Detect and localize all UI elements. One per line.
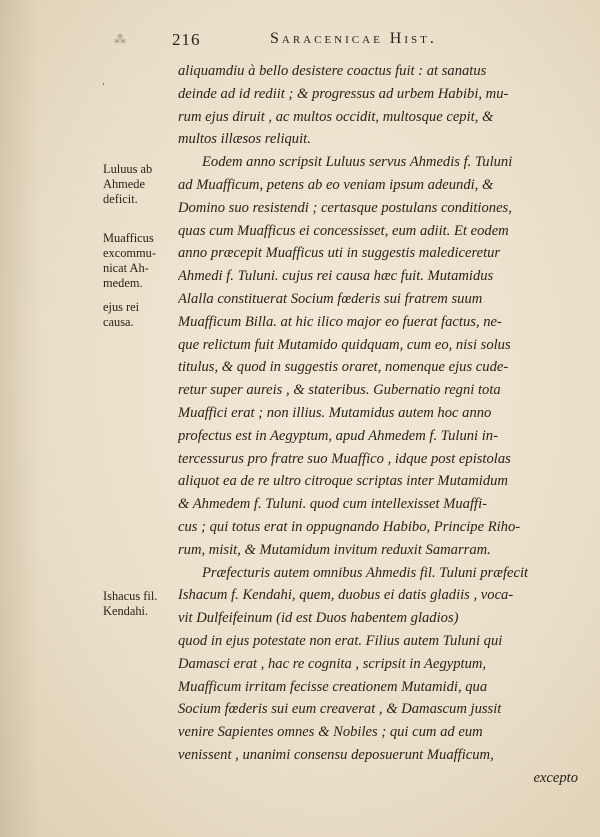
text-line: venire Sapientes omnes & Nobiles ; qui cum ad eum	[178, 724, 483, 741]
text-line: Ahmedi f. Tuluni. cujus rei causa hæc fuit. Mutamidus	[178, 268, 494, 285]
text-line: Eodem anno scripsit Luluus servus Ahmedis f. Tuluni	[202, 154, 513, 171]
running-head: Saracenicae Hist.	[270, 30, 437, 47]
marginal-line: medem.	[103, 276, 143, 290]
text-line: & Ahmedem f. Tuluni. quod cum intellexisset Muaffi-	[178, 496, 487, 513]
marginal-line: deficit.	[103, 192, 138, 206]
text-line: retur super aureis , & stateribus. Gubernatio regni tota	[178, 382, 501, 399]
text-line: Domino suo resistendi ; certasque postulans conditiones,	[178, 199, 512, 216]
text-line: quod in ejus potestate non erat. Filius autem Tuluni qui	[178, 632, 503, 649]
catchword: excepto	[533, 769, 578, 786]
text-line: Præfecturis autem omnibus Ahmedis fil. Tuluni præfecit	[202, 564, 529, 581]
text-line: rum, misit, & Mutamidum invitum reduxit Samarram.	[178, 541, 491, 558]
text-line: vit Dulfeifeinum (id est Duos habentem gladios)	[178, 610, 459, 627]
page-number: 216	[172, 30, 201, 49]
text-line: anno præcepit Muafficus uti in suggestis malediceretur	[178, 245, 501, 262]
text-line: Muafficum Billa. at hic ilico major eo fuerat factus, ne-	[178, 313, 502, 330]
text-line: aliquamdiu à bello desistere coactus fuit : at sanatus	[178, 63, 487, 79]
marginal-note	[103, 589, 175, 619]
text-line: Muafficum irritam fecisse creationem Mutamidi, qua	[178, 678, 488, 695]
marginal-line: nicat Ah-	[103, 261, 149, 275]
marginal-line: Ishacus fil.	[103, 589, 158, 603]
text-line: Alalla constituerat Socium fœderis sui fratrem suum	[178, 290, 483, 307]
text-line: aliquot ea de re ultro citroque scriptas inter Mutamidum	[178, 473, 508, 490]
marginal-line: Luluus ab	[103, 162, 153, 176]
marginal-line: causa.	[103, 315, 134, 329]
marginal-note	[103, 231, 175, 291]
text-line: Socium fœderis sui eum creaverat , & Damascum jussit	[178, 701, 502, 718]
text-line: cus ; qui totus erat in oppugnando Habibo, Principe Riho-	[178, 518, 521, 535]
text-line: venissent , unanimi consensu deposuerunt Muafficum,	[178, 746, 494, 763]
text-line: deinde ad id rediit ; & progressus ad urbem Habibi, mu-	[178, 85, 509, 102]
marginal-line: Muafficus	[103, 231, 154, 245]
text-line: rum ejus diruit , ac multos occidit, multosque cepit, &	[178, 108, 494, 125]
text-line: Muaffici erat ; non illius. Mutamidus autem hoc anno	[178, 404, 492, 421]
text-line: multos illæsos reliquit.	[178, 131, 311, 148]
text-line: Damasci erat , hac re cognita , scripsit in Aegyptum,	[178, 655, 487, 672]
text-line: quas cum Muafficus ei concessisset, eum adiit. Et eodem	[178, 222, 509, 239]
text-block	[178, 60, 592, 790]
text-line: Ishacum f. Kendahi, quem, duobus ei datis gladiis , voca-	[178, 587, 514, 604]
marginal-note	[103, 300, 175, 330]
text-line: titulus, & quod in suggestis oraret, nomenque ejus cude-	[178, 359, 509, 376]
marginal-line: ejus rei	[103, 300, 140, 314]
page-gutter-shadow	[0, 0, 40, 837]
marginal-note	[103, 162, 175, 207]
ornament-mark: ⁂	[114, 32, 126, 46]
text-line: que relictum fuit Mutamido quidquam, cum eo, nisi solus	[178, 336, 511, 353]
text-line: profectus est in Aegyptum, apud Ahmedem f. Tuluni in-	[178, 427, 498, 444]
marginal-line: excommu-	[103, 246, 156, 260]
margin-tick: ,	[102, 76, 106, 87]
marginal-line: Kendahi.	[103, 604, 149, 618]
text-line: tercessurus pro fratre suo Muaffico , idque post epistolas	[178, 450, 511, 467]
text-line: ad Muafficum, petens ab eo veniam ipsum adeundi, &	[178, 176, 494, 193]
marginal-line: Ahmede	[103, 177, 145, 191]
page-header	[172, 30, 592, 52]
